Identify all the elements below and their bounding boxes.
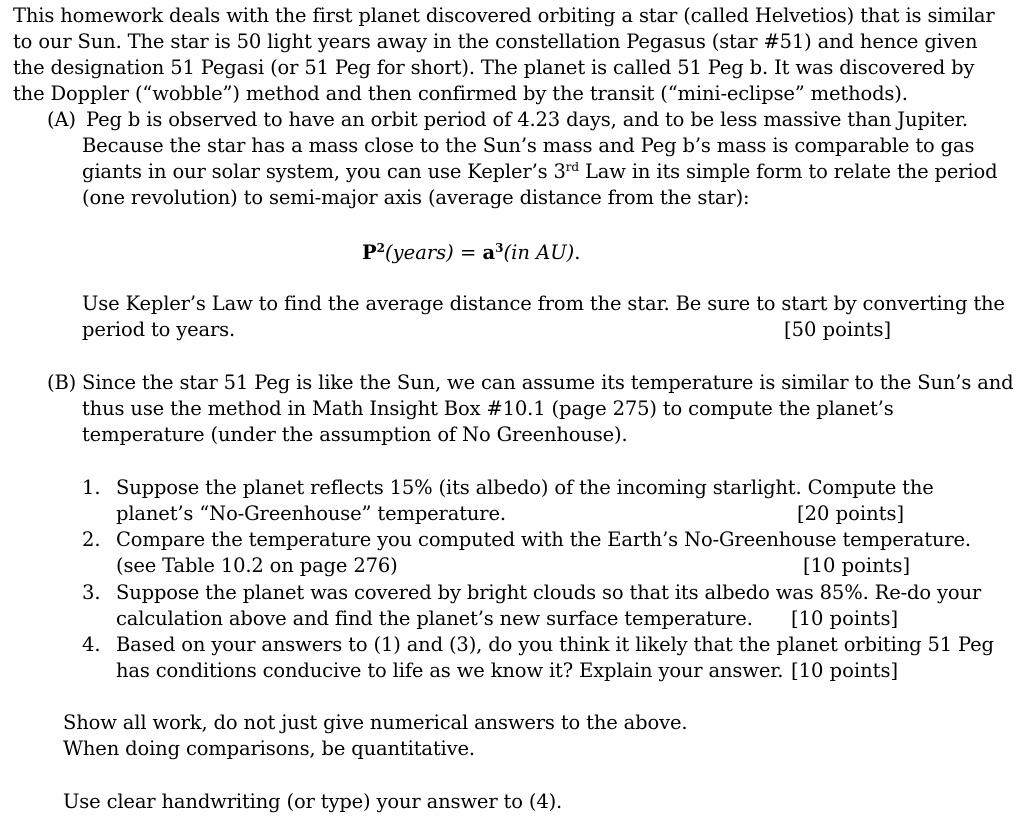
kepler-formula: $P^2(years) = a^3(in$ AU). [362, 241, 581, 264]
part-b-line-2: thus use the method in Math Insight Box #10.1 (page 275) to compute the planet’s [82, 397, 894, 420]
item-2-line-1: Compare the temperature you computed with the Earth’s No-Greenhouse temperature. [116, 528, 971, 551]
item-4-line-1: Based on your answers to (1) and (3), do you think it likely that the planet orbiting 51 Peg [116, 633, 994, 656]
part-a-line-3: giants in our solar system, you can use Kepler’s 3rd Law in its simple form to relate the period [82, 160, 998, 183]
item-2-number: 2. [82, 528, 101, 551]
item-1-number: 1. [82, 476, 101, 499]
item-1-line-1: Suppose the planet reflects 15% (its albedo) of the incoming starlight. Compute the [116, 476, 934, 499]
item-3-number: 3. [82, 581, 101, 604]
part-a-instruction-2: period to years. [82, 318, 236, 341]
item-2-points: [10 points] [803, 554, 911, 577]
item-4-line-2: has conditions conducive to life as we know it? Explain your answer. [116, 659, 784, 682]
intro-line-3: the designation 51 Pegasi (or 51 Peg for short). The planet is called 51 Peg b. It was discovered by [13, 56, 975, 79]
intro-line-1: This homework deals with the first planet discovered orbiting a star (called Helvetios) that is similar [13, 4, 995, 27]
part-b-line-3: temperature (under the assumption of No Greenhouse). [82, 423, 628, 446]
item-1-line-2: planet’s “No-Greenhouse” temperature. [116, 502, 506, 525]
item-3-points: [10 points] [791, 607, 899, 630]
intro-line-2: to our Sun. The star is 50 light years away in the constellation Pegasus (star #51) and hence given [13, 30, 978, 53]
superscript-rd: rd [565, 160, 579, 174]
part-b-line-1: Since the star 51 Peg is like the Sun, we can assume its temperature is similar to the Sun’s and [82, 371, 1014, 394]
intro-line-4: the Doppler (“wobble”) method and then confirmed by the transit (“mini-eclipse” methods). [13, 82, 908, 105]
part-a-line-2: Because the star has a mass close to the Sun’s mass and Peg b’s mass is comparable to gas [82, 134, 975, 157]
part-a-line-1: Peg b is observed to have an orbit period of 4.23 days, and to be less massive than Jupiter. [86, 108, 968, 131]
part-a-line-4: (one revolution) to semi-major axis (average distance from the star): [82, 186, 750, 209]
part-b-label: (B) [47, 371, 77, 394]
part-a-label: (A) [47, 108, 76, 131]
item-4-points: [10 points] [791, 659, 899, 682]
footer-line-1: Show all work, do not just give numerical answers to the above. [63, 711, 688, 734]
item-2-line-2: (see Table 10.2 on page 276) [116, 554, 398, 577]
footer-line-2: When doing comparisons, be quantitative. [63, 737, 475, 760]
part-a-instruction-1: Use Kepler’s Law to find the average distance from the star. Be sure to start by converting the [82, 292, 1005, 315]
item-3-line-2: calculation above and find the planet’s new surface temperature. [116, 607, 753, 630]
part-a-points: [50 points] [784, 318, 892, 341]
item-3-line-1: Suppose the planet was covered by bright clouds so that its albedo was 85%. Re-do your [116, 581, 982, 604]
footer-line-3: Use clear handwriting (or type) your answer to (4). [63, 790, 563, 813]
item-1-points: [20 points] [797, 502, 905, 525]
item-4-number: 4. [82, 633, 101, 656]
